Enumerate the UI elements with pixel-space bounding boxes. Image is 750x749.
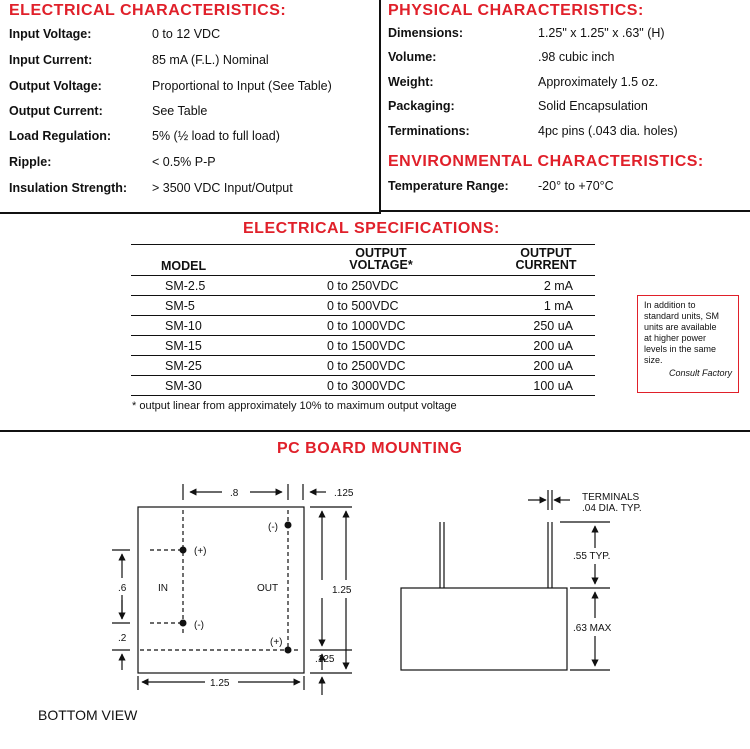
cell-voltage: 0 to 1500VDC — [327, 339, 406, 353]
dim-1-25-bottom: 1.25 — [210, 678, 230, 689]
pc-label: Weight: — [388, 75, 434, 89]
header-output-current-line1: OUTPUT — [520, 246, 572, 260]
dim-1-25-right: 1.25 — [332, 585, 352, 596]
top-right-bottom-rule — [379, 210, 750, 212]
cell-model: SM-2.5 — [165, 279, 206, 293]
ec-label: Input Voltage: — [9, 27, 92, 41]
pc-value: 1.25" x 1.25" x .63" (H) — [538, 26, 665, 40]
label-in: IN — [158, 583, 168, 594]
pin-out-minus — [285, 522, 292, 529]
label-terminals-line1: TERMINALS — [582, 492, 640, 503]
note-line: units are available — [644, 322, 717, 332]
cell-voltage: 0 to 500VDC — [327, 299, 399, 313]
specifications-table — [131, 244, 595, 396]
dim-0-63: .63 MAX — [573, 623, 612, 634]
header-output-voltage-line1: OUTPUT — [355, 246, 407, 260]
label-minus-in: (-) — [194, 620, 204, 631]
cell-voltage: 0 to 2500VDC — [327, 359, 406, 373]
ec-value: See Table — [152, 104, 208, 118]
note-line: levels in the same — [644, 344, 717, 354]
table-row — [131, 356, 595, 376]
bottom-view-label: BOTTOM VIEW — [38, 707, 138, 723]
dim-0-6: .6 — [118, 583, 127, 594]
dim-0-2: .2 — [118, 633, 127, 644]
pc-board-mounting-title: PC BOARD MOUNTING — [277, 440, 463, 457]
ec-value: < 0.5% P-P — [152, 155, 216, 169]
table-row — [131, 316, 595, 336]
ec-label: Insulation Strength: — [9, 181, 128, 195]
cell-model: SM-10 — [165, 319, 202, 333]
note-line: In addition to — [644, 300, 696, 310]
pc-value: 4pc pins (.043 dia. holes) — [538, 124, 678, 138]
cell-current: 2 mA — [543, 279, 573, 293]
table-row — [131, 276, 595, 296]
module-outline-side-view — [401, 588, 567, 670]
note-line: standard units, SM — [644, 311, 720, 321]
pc-value: .98 cubic inch — [538, 50, 615, 64]
ec-label: Output Current: — [9, 104, 103, 118]
ec-label: Ripple: — [9, 155, 52, 169]
cell-model: SM-5 — [165, 299, 195, 313]
temperature-range-value: -20° to +70°C — [538, 179, 614, 193]
ec-value: 5% (½ load to full load) — [152, 129, 280, 143]
note-line: at higher power — [644, 333, 707, 343]
top-left-bottom-rule — [0, 212, 381, 214]
pc-value: Solid Encapsulation — [538, 99, 648, 113]
pc-label: Volume: — [388, 50, 437, 64]
temperature-range-label: Temperature Range: — [388, 179, 509, 193]
dim-0-55: .55 TYP. — [573, 551, 611, 562]
cell-current: 200 uA — [533, 359, 573, 373]
cell-model: SM-15 — [165, 339, 202, 353]
label-minus-out: (-) — [268, 522, 278, 533]
header-output-voltage-line2: VOLTAGE* — [349, 258, 413, 272]
ec-label: Load Regulation: — [9, 129, 112, 143]
header-output-current-line2: CURRENT — [515, 258, 577, 272]
table-row — [131, 296, 595, 316]
note-line: size. — [644, 355, 663, 365]
label-plus-out: (+) — [270, 637, 283, 648]
mounting-diagram — [0, 470, 750, 749]
ec-label: Input Current: — [9, 53, 93, 67]
cell-voltage: 0 to 3000VDC — [327, 379, 406, 393]
table-footnote: * output linear from approximately 10% to maximum output voltage — [132, 400, 457, 412]
cell-voltage: 0 to 250VDC — [327, 279, 399, 293]
header-model: MODEL — [161, 259, 207, 273]
cell-current: 250 uA — [533, 319, 573, 333]
cell-current: 200 uA — [533, 339, 573, 353]
availability-note — [637, 295, 739, 393]
pin-in-minus — [180, 620, 187, 627]
cell-model: SM-30 — [165, 379, 202, 393]
label-terminals-line2: .04 DIA. TYP. — [582, 503, 642, 514]
table-row — [131, 376, 595, 395]
electrical-specifications-title: ELECTRICAL SPECIFICATIONS: — [243, 220, 500, 237]
table-header — [131, 245, 595, 276]
pc-label: Terminations: — [388, 124, 470, 138]
ec-value: Proportional to Input (See Table) — [152, 79, 332, 93]
pc-label: Packaging: — [388, 99, 455, 113]
dim-0-125-top: .125 — [334, 488, 354, 499]
ec-value: 85 mA (F.L.) Nominal — [152, 53, 269, 67]
ec-value: 0 to 12 VDC — [152, 27, 221, 41]
cell-voltage: 0 to 1000VDC — [327, 319, 406, 333]
middle-bottom-rule — [0, 430, 750, 432]
electrical-characteristics-title: ELECTRICAL CHARACTERISTICS: — [9, 2, 287, 19]
pc-label: Dimensions: — [388, 26, 464, 40]
environmental-characteristics-title: ENVIRONMENTAL CHARACTERISTICS: — [388, 153, 704, 170]
label-out: OUT — [257, 583, 279, 594]
label-plus-in: (+) — [194, 546, 207, 557]
top-vertical-divider — [379, 0, 381, 213]
cell-current: 100 uA — [533, 379, 573, 393]
pc-value: Approximately 1.5 oz. — [538, 75, 659, 89]
cell-model: SM-25 — [165, 359, 202, 373]
ec-label: Output Voltage: — [9, 79, 102, 93]
pin-out-plus — [285, 647, 292, 654]
cell-current: 1 mA — [543, 299, 573, 313]
pin-in-plus — [180, 547, 187, 554]
physical-characteristics-title: PHYSICAL CHARACTERISTICS: — [388, 2, 644, 19]
dim-0-8: .8 — [230, 488, 239, 499]
dim-0-125-bottom: .125 — [315, 654, 335, 665]
ec-value: > 3500 VDC Input/Output — [152, 181, 293, 195]
note-consult: Consult Factory — [668, 368, 732, 378]
table-row — [131, 336, 595, 356]
